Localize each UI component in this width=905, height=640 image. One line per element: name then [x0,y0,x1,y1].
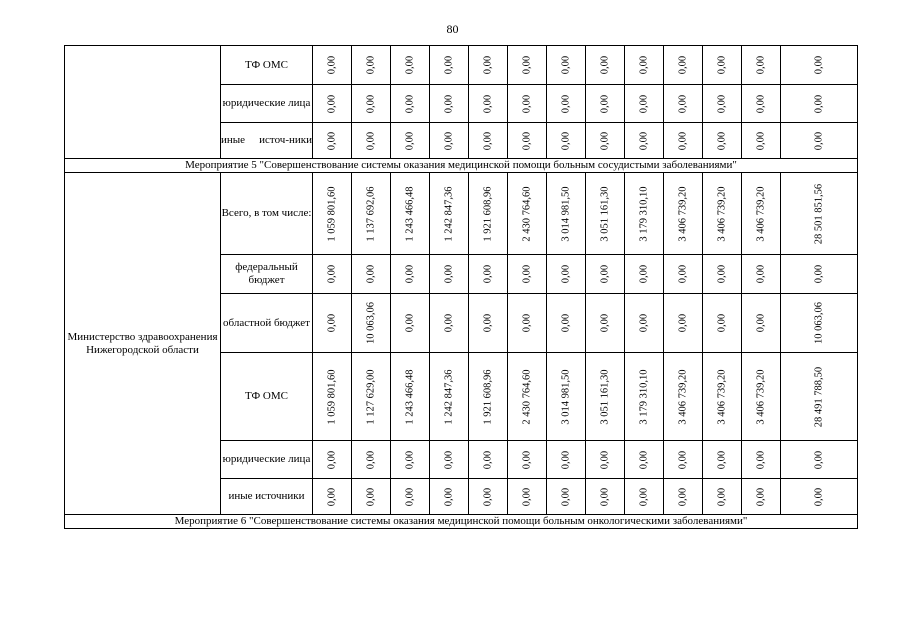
year-value-cell [664,294,703,353]
cell-value: 0,00 [560,313,572,333]
year-value-cell [664,479,703,515]
year-value-cell [430,294,469,353]
year-value-cell [430,255,469,294]
cell-value: 0,00 [365,55,377,75]
year-value-cell [352,353,391,441]
year-value-cell [742,479,781,515]
funding-source-label: иные источники [221,479,313,515]
year-value-cell [391,353,430,441]
year-value-cell [469,294,508,353]
year-value-cell [313,85,352,123]
year-value-cell [625,441,664,479]
cell-value: 0,00 [677,450,689,469]
total-value-cell [781,85,858,123]
cell-value: 1 242 847,36 [443,368,455,425]
year-value-cell [313,46,352,85]
cell-value: 0,00 [755,313,767,333]
cell-value: 0,00 [482,264,494,284]
year-value-cell [469,255,508,294]
year-value-cell [625,173,664,255]
organization-cell [65,173,221,515]
cell-value: 0,00 [443,487,455,506]
cell-value: 0,00 [443,313,455,333]
cell-value: 0,00 [482,131,494,150]
cell-value: 0,00 [326,55,338,75]
year-value-cell [391,441,430,479]
cell-value: 0,00 [813,94,825,113]
year-value-cell [313,479,352,515]
cell-value: 0,00 [638,55,650,75]
year-value-cell [742,123,781,159]
funding-source-label: ТФ ОМС [221,46,313,85]
cell-value: 1 921 608,96 [482,368,494,425]
year-value-cell [703,479,742,515]
year-value-cell [664,85,703,123]
year-value-cell [313,173,352,255]
year-value-cell [586,353,625,441]
year-value-cell [625,255,664,294]
cell-value: 2 430 764,60 [521,368,533,425]
year-value-cell [391,479,430,515]
total-value-cell [781,123,858,159]
cell-value: 0,00 [677,55,689,75]
year-value-cell [469,85,508,123]
cell-value: 0,00 [813,487,825,506]
cell-value: 0,00 [560,131,572,150]
year-value-cell [586,479,625,515]
cell-value: 0,00 [560,264,572,284]
cell-value: 0,00 [716,94,728,113]
year-value-cell [352,441,391,479]
year-value-cell [742,294,781,353]
section-row [65,515,858,529]
cell-value: 0,00 [521,264,533,284]
year-value-cell [430,479,469,515]
cell-value: 0,00 [599,264,611,284]
year-value-cell [547,85,586,123]
cell-value: 0,00 [813,264,825,284]
year-value-cell [742,441,781,479]
year-value-cell [352,479,391,515]
cell-value: 3 179 310,10 [638,368,650,425]
total-value-cell [781,479,858,515]
year-value-cell [469,479,508,515]
cell-value: 0,00 [755,487,767,506]
cell-value: 0,00 [482,94,494,113]
year-value-cell [352,294,391,353]
cell-value: 0,00 [599,450,611,469]
cell-value: 0,00 [443,94,455,113]
year-value-cell [625,85,664,123]
cell-value: 0,00 [813,131,825,150]
year-value-cell [469,173,508,255]
cell-value: 1 127 629,00 [365,368,377,425]
year-value-cell [352,123,391,159]
cell-value: 0,00 [443,131,455,150]
year-value-cell [391,173,430,255]
year-value-cell [391,123,430,159]
funding-source-label: юридические лица [221,441,313,479]
year-value-cell [430,353,469,441]
year-value-cell [625,46,664,85]
cell-value: 0,00 [326,487,338,506]
year-value-cell [664,441,703,479]
cell-value: 0,00 [365,264,377,284]
cell-value: 0,00 [560,55,572,75]
cell-value: 3 051 161,30 [599,368,611,425]
cell-value: 1 137 692,06 [365,185,377,242]
cell-value: 0,00 [560,450,572,469]
year-value-cell [586,173,625,255]
year-value-cell [625,353,664,441]
year-value-cell [664,46,703,85]
year-value-cell [547,441,586,479]
table-row [65,173,858,255]
cell-value: 0,00 [521,131,533,150]
cell-value: 0,00 [560,487,572,506]
cell-value: 3 406 739,20 [716,368,728,425]
cell-value: 0,00 [404,94,416,113]
year-value-cell [703,123,742,159]
cell-value: 0,00 [716,487,728,506]
year-value-cell [547,255,586,294]
cell-value: 1 243 466,48 [404,368,416,425]
cell-value: 0,00 [638,131,650,150]
year-value-cell [352,46,391,85]
cell-value: 0,00 [326,131,338,150]
cell-value: 0,00 [813,450,825,469]
year-value-cell [703,294,742,353]
cell-value: 3 406 739,20 [755,368,767,425]
year-value-cell [352,173,391,255]
cell-value: 0,00 [443,55,455,75]
cell-value: 0,00 [326,94,338,113]
year-value-cell [430,123,469,159]
measure-title: Мероприятие 6 "Совершенствование системы оказания медицинской помощи больным онкологическими заболеваниями" [65,515,858,529]
section-row [65,159,858,173]
cell-value: 0,00 [521,487,533,506]
year-value-cell [703,173,742,255]
year-value-cell [391,46,430,85]
cell-value: 0,00 [365,487,377,506]
cell-value: 1 243 466,48 [404,185,416,242]
cell-value: 0,00 [599,55,611,75]
year-value-cell [313,255,352,294]
year-value-cell [586,294,625,353]
cell-value: 0,00 [521,55,533,75]
year-value-cell [586,441,625,479]
year-value-cell [508,255,547,294]
year-value-cell [664,173,703,255]
cell-value: 3 051 161,30 [599,185,611,242]
cell-value: 0,00 [755,55,767,75]
year-value-cell [508,123,547,159]
year-value-cell [664,123,703,159]
year-value-cell [742,85,781,123]
cell-value: 0,00 [404,55,416,75]
cell-value: 0,00 [716,313,728,333]
table-row [65,46,858,85]
year-value-cell [703,441,742,479]
cell-value: 0,00 [443,264,455,284]
year-value-cell [625,294,664,353]
cell-value: 0,00 [521,313,533,333]
year-value-cell [703,255,742,294]
cell-value: 1 921 608,96 [482,185,494,242]
year-value-cell [547,353,586,441]
cell-value: 2 430 764,60 [521,185,533,242]
year-value-cell [508,441,547,479]
total-value-cell [781,173,858,255]
cell-value: 10 063,06 [813,302,825,344]
cell-value: 0,00 [404,131,416,150]
cell-value: 0,00 [677,131,689,150]
year-value-cell [508,46,547,85]
year-value-cell [586,255,625,294]
year-value-cell [547,46,586,85]
funding-source-label: областной бюджет [221,294,313,353]
year-value-cell [508,85,547,123]
cell-value: 28 491 788,50 [813,366,825,427]
year-value-cell [547,479,586,515]
year-value-cell [664,353,703,441]
total-value-cell [781,441,858,479]
total-value-cell [781,46,858,85]
year-value-cell [430,46,469,85]
cell-value: 0,00 [755,131,767,150]
cell-value: 0,00 [677,264,689,284]
year-value-cell [313,353,352,441]
year-value-cell [469,123,508,159]
cell-value: 0,00 [813,55,825,75]
year-value-cell [430,173,469,255]
cell-value: 3 014 981,50 [560,185,572,242]
cell-value: 0,00 [443,450,455,469]
cell-value: 0,00 [599,487,611,506]
organization-cell [65,46,221,159]
cell-value: 0,00 [638,487,650,506]
cell-value: 0,00 [599,313,611,333]
cell-value: 0,00 [755,450,767,469]
cell-value: 0,00 [560,94,572,113]
year-value-cell [586,85,625,123]
cell-value: 0,00 [482,313,494,333]
cell-value: 3 406 739,20 [677,368,689,425]
cell-value: 0,00 [638,94,650,113]
cell-value: 0,00 [638,450,650,469]
year-value-cell [391,255,430,294]
funding-source-label: федеральный бюджет [221,255,313,294]
total-value-cell [781,294,858,353]
cell-value: 3 406 739,20 [716,185,728,242]
year-value-cell [352,85,391,123]
year-value-cell [313,123,352,159]
cell-value: 1 059 801,60 [326,368,338,425]
funding-source-label: Всего, в том числе: [221,173,313,255]
year-value-cell [742,353,781,441]
cell-value: 0,00 [677,313,689,333]
year-value-cell [742,255,781,294]
cell-value: 0,00 [755,94,767,113]
cell-value: 0,00 [638,313,650,333]
year-value-cell [352,255,391,294]
year-value-cell [703,353,742,441]
cell-value: 0,00 [404,450,416,469]
year-value-cell [547,173,586,255]
year-value-cell [742,173,781,255]
cell-value: 0,00 [677,94,689,113]
year-value-cell [430,441,469,479]
cell-value: 0,00 [482,55,494,75]
cell-value: 0,00 [716,131,728,150]
cell-value: 0,00 [677,487,689,506]
organization-name: Министерство здравоохранения Нижегородской области [67,330,218,356]
year-value-cell [508,294,547,353]
year-value-cell [430,85,469,123]
cell-value: 3 179 310,10 [638,185,650,242]
total-value-cell [781,353,858,441]
year-value-cell [703,85,742,123]
cell-value: 1 059 801,60 [326,185,338,242]
cell-value: 0,00 [365,131,377,150]
year-value-cell [586,46,625,85]
year-value-cell [508,353,547,441]
measure-title: Мероприятие 5 "Совершенствование системы оказания медицинской помощи больным сосудистыми заболеваниями" [65,159,858,173]
cell-value: 0,00 [365,450,377,469]
cell-value: 0,00 [521,450,533,469]
cell-value: 0,00 [404,487,416,506]
cell-value: 3 014 981,50 [560,368,572,425]
cell-value: 0,00 [716,450,728,469]
cell-value: 1 242 847,36 [443,185,455,242]
total-value-cell [781,255,858,294]
cell-value: 0,00 [482,450,494,469]
cell-value: 0,00 [326,264,338,284]
cell-value: 0,00 [365,94,377,113]
cell-value: 0,00 [716,264,728,284]
year-value-cell [625,479,664,515]
funding-source-label: юридические лица [221,85,313,123]
cell-value: 0,00 [599,94,611,113]
year-value-cell [547,123,586,159]
cell-value: 0,00 [638,264,650,284]
funding-source-label: иные источ-ники [221,123,313,159]
cell-value: 0,00 [716,55,728,75]
year-value-cell [469,441,508,479]
cell-value: 0,00 [755,264,767,284]
cell-value: 3 406 739,20 [755,185,767,242]
cell-value: 0,00 [326,313,338,333]
year-value-cell [391,294,430,353]
cell-value: 28 501 851,56 [813,183,825,244]
year-value-cell [469,353,508,441]
year-value-cell [703,46,742,85]
year-value-cell [391,85,430,123]
page-number: 80 [446,22,459,36]
cell-value: 0,00 [599,131,611,150]
year-value-cell [508,479,547,515]
year-value-cell [625,123,664,159]
year-value-cell [508,173,547,255]
cell-value: 10 063,06 [365,302,377,344]
cell-value: 0,00 [482,487,494,506]
budget-table [64,45,858,529]
cell-value: 3 406 739,20 [677,185,689,242]
year-value-cell [742,46,781,85]
funding-source-label: ТФ ОМС [221,353,313,441]
cell-value: 0,00 [521,94,533,113]
year-value-cell [313,294,352,353]
cell-value: 0,00 [404,264,416,284]
year-value-cell [313,441,352,479]
year-value-cell [469,46,508,85]
year-value-cell [586,123,625,159]
year-value-cell [547,294,586,353]
cell-value: 0,00 [326,450,338,469]
year-value-cell [664,255,703,294]
cell-value: 0,00 [404,313,416,333]
